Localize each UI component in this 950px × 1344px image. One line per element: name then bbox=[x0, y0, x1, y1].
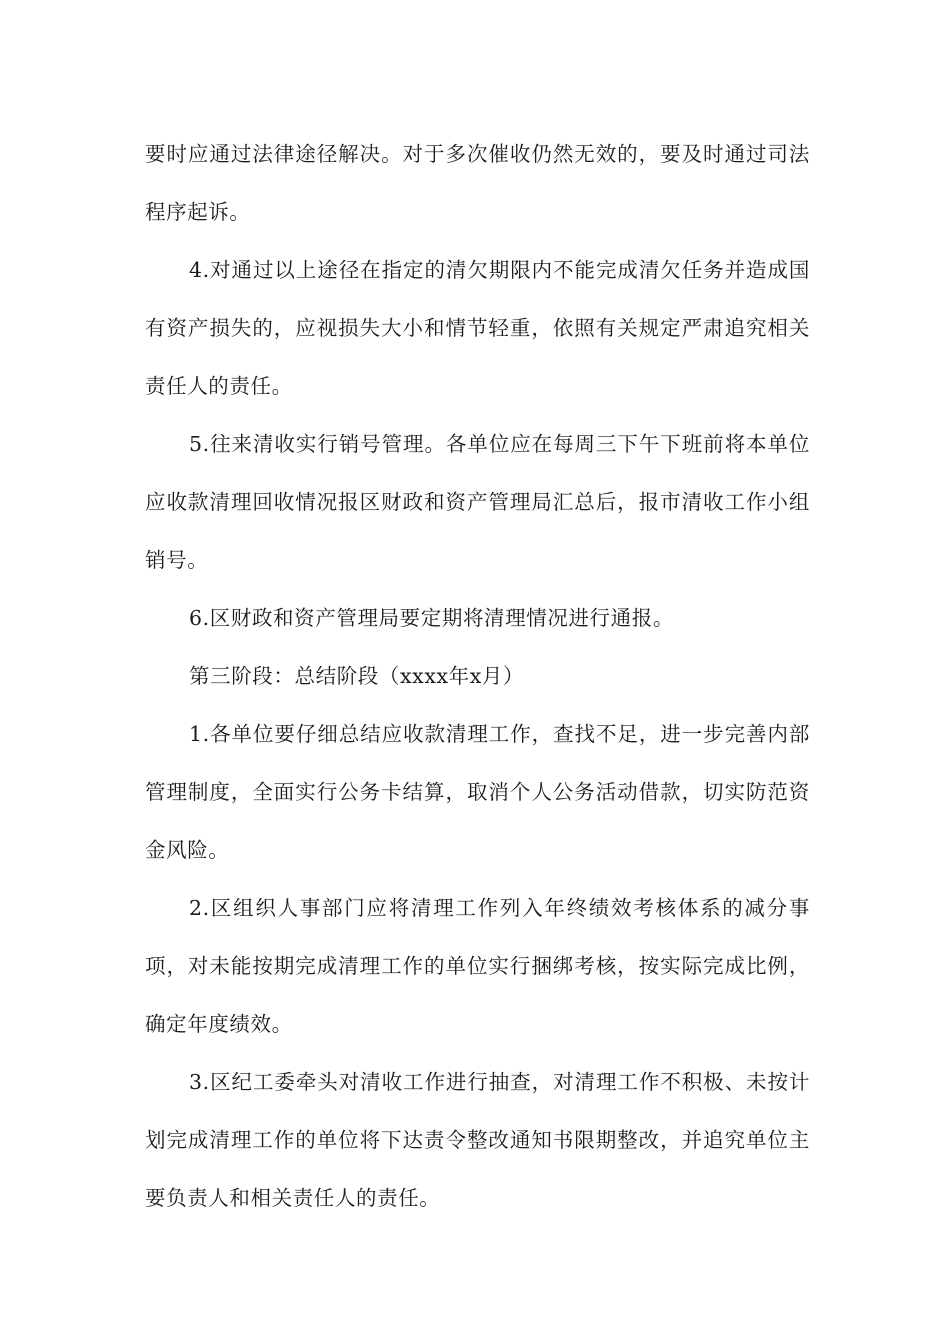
paragraph-item-5: 5.往来清收实行销号管理。各单位应在每周三下午下班前将本单位应收款清理回收情况报区财政和资产管理局汇总后，报市清收工作小组销号。 bbox=[145, 432, 810, 572]
document-body bbox=[145, 125, 810, 1227]
paragraph-stage3-item-3: 3.区纪工委牵头对清收工作进行抽查，对清理工作不积极、未按计划完成清理工作的单位将下达责令整改通知书限期整改，并追究单位主要负责人和相关责任人的责任。 bbox=[145, 1070, 810, 1210]
paragraph-item-4: 4.对通过以上途径在指定的清欠期限内不能完成清欠任务并造成国有资产损失的，应视损失大小和情节轻重，依照有关规定严肃追究相关责任人的责任。 bbox=[145, 258, 810, 398]
section-heading-stage-three: 第三阶段：总结阶段（xxxx年x月） bbox=[189, 664, 525, 688]
paragraph-stage3-item-2: 2.区组织人事部门应将清理工作列入年终绩效考核体系的减分事项，对未能按期完成清理工作的单位实行捆绑考核，按实际完成比例，确定年度绩效。 bbox=[145, 896, 810, 1036]
paragraph-stage3-item-1: 1.各单位要仔细总结应收款清理工作，查找不足，进一步完善内部管理制度，全面实行公务卡结算，取消个人公务活动借款，切实防范资金风险。 bbox=[145, 722, 810, 862]
paragraph-continuation: 要时应通过法律途径解决。对于多次催收仍然无效的，要及时通过司法程序起诉。 bbox=[145, 142, 810, 224]
paragraph-item-6: 6.区财政和资产管理局要定期将清理情况进行通报。 bbox=[189, 606, 674, 630]
